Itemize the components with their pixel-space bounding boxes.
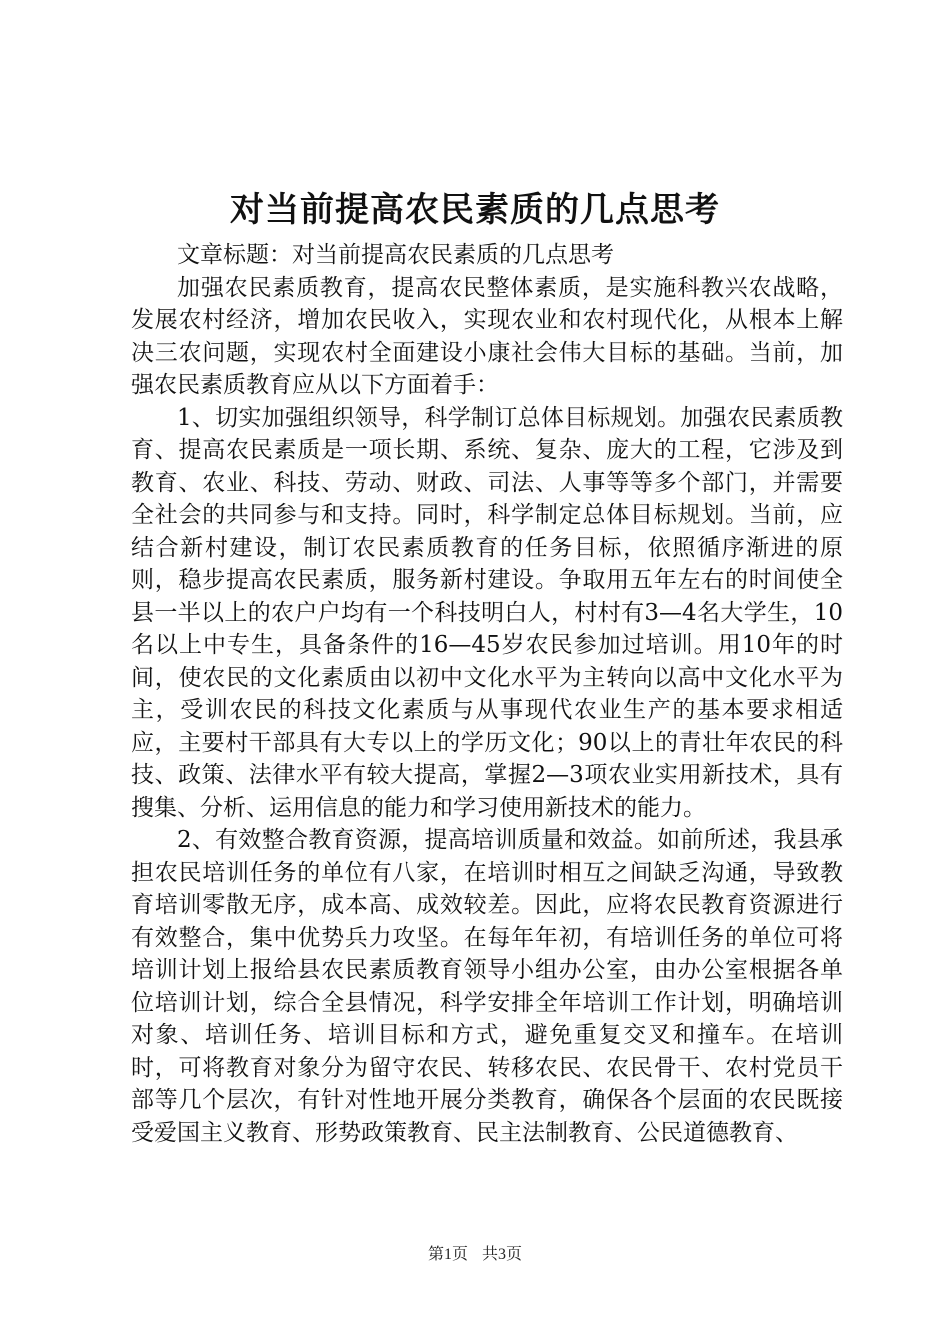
page-number: 第1页 xyxy=(427,1246,468,1263)
document-title: 对当前提高农民素质的几点思考 xyxy=(230,190,720,230)
paragraph-point-1: 1、切实加强组织领导，科学制订总体目标规划。加强农民素质教育、提高农民素质是一项长期、系统、复杂、庞大的工程，它涉及到教育、农业、科技、劳动、财政、司法、人事等等多个部门，并需要全社会的共同参与和支持。同时，科学制定总体目标规划。当前，应结合新村建设，制订农民素质教育的任务目标，依照循序渐进的原则，稳步提高农民素质，服务新村建设。争取用五年左右的时间使全县一半以上的农户户均有一个科技明白人，村村有3—4名大学生，10名以上中专生，具备条件的16—45岁农民参加过培训。用10年的时间，使农民的文化素质由以初中文化水平为主转向以高中文化水平为主，受训农民的科技文化素质与从事现代农业生产的基本要求相适应，主要村干部具有大专以上的学历文化；90以上的青壮年农民的科技、政策、法律水平有较大提高，掌握2—3项农业实用新技术，具有搜集、分析、运用信息的能力和学习使用新技术的能力。 xyxy=(131,404,843,821)
paragraph-article-title: 文章标题：对当前提高农民素质的几点思考 xyxy=(177,242,614,268)
document-body xyxy=(131,239,843,1149)
page-footer xyxy=(0,1244,950,1266)
page-total: 共3页 xyxy=(482,1246,523,1263)
paragraph-intro: 加强农民素质教育，提高农民整体素质，是实施科教兴农战略，发展农村经济，增加农民收入，实现农业和农村现代化，从根本上解决三农问题，实现农村全面建设小康社会伟大目标的基础。当前，加强农民素质教育应从以下方面着手： xyxy=(131,274,843,398)
paragraph-point-2: 2、有效整合教育资源，提高培训质量和效益。如前所述，我县承担农民培训任务的单位有八家，在培训时相互之间缺乏沟通，导致教育培训零散无序，成本高、成效较差。因此，应将农民教育资源进行有效整合，集中优势兵力攻坚。在每年年初，有培训任务的单位可将培训计划上报给县农民素质教育领导小组办公室，由办公室根据各单位培训计划，综合全县情况，科学安排全年培训工作计划，明确培训对象、培训任务、培训目标和方式，避免重复交叉和撞车。在培训时，可将教育对象分为留守农民、转移农民、农民骨干、农村党员干部等几个层次，有针对性地开展分类教育，确保各个层面的农民既接受爱国主义教育、形势政策教育、民主法制教育、公民道德教育、 xyxy=(131,827,843,1146)
